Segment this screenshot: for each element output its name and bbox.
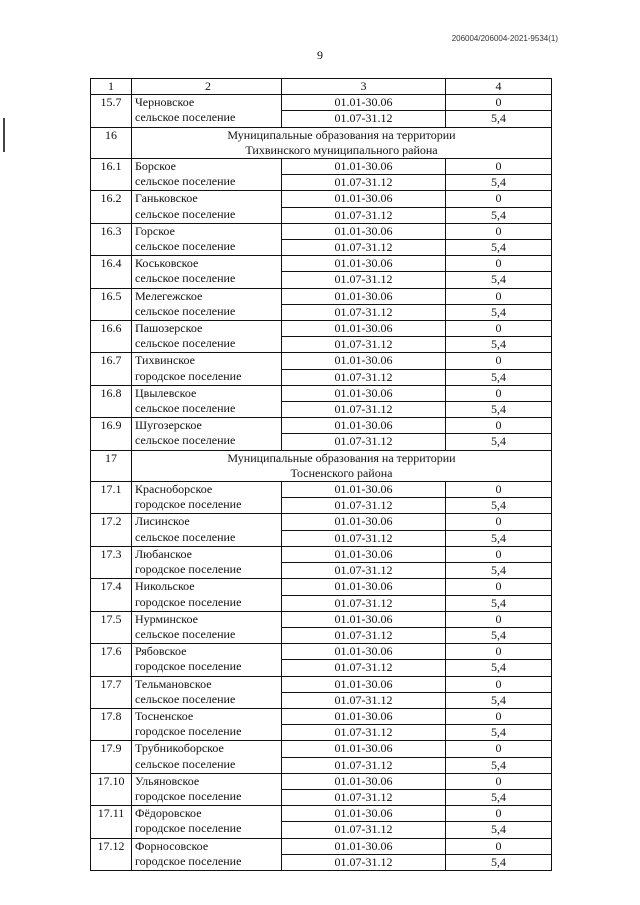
period-cell: 01.07-31.12 [282,369,446,385]
value-cell: 5,4 [446,111,552,127]
municipality-name-line: Форносовское [135,838,209,853]
period-cell: 01.07-31.12 [282,272,446,288]
municipality-name [132,579,282,611]
row-number: 16.2 [91,191,132,223]
row-number: 15.7 [91,95,132,127]
municipality-name [132,159,282,191]
period-cell: 01.07-31.12 [282,595,446,611]
table-row [91,288,552,304]
municipality-name-line: городское поселение [135,659,242,674]
period-cell: 01.01-30.06 [282,838,446,854]
value-cell: 5,4 [446,692,552,708]
group-number: 17 [91,450,132,481]
value-cell: 5,4 [446,627,552,643]
period-cell: 01.01-30.06 [282,806,446,822]
municipality-name-line: городское поселение [135,853,242,868]
municipality-name-line: Нурминское [135,611,198,626]
municipality-name-line: Трубникоборское [135,741,224,756]
municipality-name [132,514,282,546]
value-cell: 0 [446,385,552,401]
period-cell: 01.07-31.12 [282,304,446,320]
value-cell: 0 [446,95,552,111]
header-col-1: 1 [91,79,132,95]
municipality-name-line: сельское поселение [135,691,236,706]
period-cell: 01.01-30.06 [282,159,446,175]
municipality-name-line: сельское поселение [135,206,236,221]
row-number: 17.5 [91,611,132,643]
municipality-name [132,385,282,417]
municipality-name-line: Любанское [135,546,192,561]
value-cell: 5,4 [446,530,552,546]
period-cell: 01.01-30.06 [282,288,446,304]
municipality-name-line: городское поселение [135,724,242,739]
municipality-name-line: сельское поселение [135,756,236,771]
row-number: 17.9 [91,741,132,773]
municipality-name-line: сельское поселение [135,271,236,286]
row-number: 16.9 [91,418,132,450]
period-cell: 01.01-30.06 [282,191,446,207]
table-header-row [91,79,552,95]
period-cell: 01.07-31.12 [282,402,446,418]
municipality-name [132,741,282,773]
municipality-name-line: сельское поселение [135,401,236,416]
municipality-name-line: Лисинское [135,514,190,529]
municipality-name [132,806,282,838]
group-title [132,450,552,481]
period-cell: 01.01-30.06 [282,741,446,757]
period-cell: 01.07-31.12 [282,530,446,546]
period-cell: 01.07-31.12 [282,111,446,127]
row-number: 17.2 [91,514,132,546]
table-row [91,741,552,757]
municipality-name [132,676,282,708]
municipality-name-line: городское поселение [135,821,242,836]
period-cell: 01.01-30.06 [282,418,446,434]
municipality-name-line: Рябовское [135,644,187,659]
municipality-name [132,773,282,805]
period-cell: 01.07-31.12 [282,692,446,708]
value-cell: 0 [446,418,552,434]
value-cell: 5,4 [446,854,552,870]
table-row [91,159,552,175]
table-row [91,546,552,562]
period-cell: 01.01-30.06 [282,482,446,498]
margin-mark [3,118,5,152]
period-cell: 01.01-30.06 [282,321,446,337]
value-cell: 5,4 [446,498,552,514]
municipality-name [132,256,282,288]
value-cell: 0 [446,514,552,530]
tariff-table [90,78,552,871]
municipality-name-line: Ульяновское [135,773,200,788]
group-header-row [91,450,552,481]
municipality-name-line: Никольское [135,579,195,594]
group-title-line: Тосненского района [290,465,393,480]
value-cell: 5,4 [446,563,552,579]
row-number: 16.5 [91,288,132,320]
value-cell: 0 [446,806,552,822]
period-cell: 01.01-30.06 [282,223,446,239]
table-row [91,191,552,207]
table-row [91,773,552,789]
value-cell: 5,4 [446,402,552,418]
group-title [132,127,552,158]
period-cell: 01.07-31.12 [282,854,446,870]
row-number: 17.12 [91,838,132,870]
group-header-row [91,127,552,158]
group-title-line: Тихвинского муниципального района [245,142,438,157]
municipality-name-line: сельское поселение [135,239,236,254]
municipality-name-line: Фёдоровское [135,806,202,821]
value-cell: 5,4 [446,789,552,805]
municipality-name-line: сельское поселение [135,174,236,189]
municipality-name [132,95,282,127]
municipality-name-line: Цвылевское [135,385,197,400]
period-cell: 01.01-30.06 [282,385,446,401]
municipality-name [132,482,282,514]
header-col-2: 2 [132,79,282,95]
value-cell: 0 [446,191,552,207]
municipality-name-line: Борское [135,159,176,174]
value-cell: 0 [446,546,552,562]
table-row [91,353,552,369]
value-cell: 0 [446,159,552,175]
period-cell: 01.07-31.12 [282,725,446,741]
value-cell: 5,4 [446,822,552,838]
header-col-3: 3 [282,79,446,95]
row-number: 16.8 [91,385,132,417]
municipality-name [132,708,282,740]
period-cell: 01.07-31.12 [282,660,446,676]
municipality-name-line: Шугозерское [135,418,202,433]
municipality-name-line: Красноборское [135,482,213,497]
table-row [91,611,552,627]
group-number: 16 [91,127,132,158]
value-cell: 0 [446,321,552,337]
municipality-name-line: городское поселение [135,562,242,577]
period-cell: 01.01-30.06 [282,773,446,789]
municipality-name [132,838,282,870]
value-cell: 0 [446,288,552,304]
row-number: 17.6 [91,644,132,676]
value-cell: 5,4 [446,240,552,256]
table-row [91,385,552,401]
municipality-name [132,223,282,255]
row-number: 16.7 [91,353,132,385]
municipality-name-line: городское поселение [135,368,242,383]
period-cell: 01.07-31.12 [282,822,446,838]
row-number: 16.4 [91,256,132,288]
period-cell: 01.07-31.12 [282,498,446,514]
period-cell: 01.01-30.06 [282,546,446,562]
value-cell: 0 [446,256,552,272]
municipality-name-line: сельское поселение [135,626,236,641]
period-cell: 01.01-30.06 [282,353,446,369]
municipality-name-line: сельское поселение [135,110,236,125]
period-cell: 01.07-31.12 [282,627,446,643]
table-row [91,223,552,239]
municipality-name-line: Тихвинское [135,353,195,368]
municipality-name-line: городское поселение [135,788,242,803]
value-cell: 5,4 [446,369,552,385]
value-cell: 0 [446,838,552,854]
municipality-name [132,546,282,578]
period-cell: 01.01-30.06 [282,611,446,627]
table-row [91,676,552,692]
period-cell: 01.07-31.12 [282,337,446,353]
value-cell: 0 [446,773,552,789]
municipality-name [132,191,282,223]
municipality-name-line: Тельмановское [135,676,212,691]
table-row [91,321,552,337]
table-row [91,482,552,498]
value-cell: 0 [446,579,552,595]
municipality-name-line: городское поселение [135,594,242,609]
value-cell: 5,4 [446,272,552,288]
row-number: 17.10 [91,773,132,805]
value-cell: 0 [446,611,552,627]
header-col-4: 4 [446,79,552,95]
row-number: 17.4 [91,579,132,611]
municipality-name-line: сельское поселение [135,529,236,544]
value-cell: 5,4 [446,757,552,773]
municipality-name-line: Горское [135,223,175,238]
value-cell: 0 [446,223,552,239]
period-cell: 01.01-30.06 [282,579,446,595]
municipality-name-line: Мелегежское [135,288,203,303]
period-cell: 01.01-30.06 [282,708,446,724]
page-number: 9 [317,48,323,62]
municipality-name-line: Черновское [135,95,195,110]
table-row [91,644,552,660]
value-cell: 5,4 [446,660,552,676]
municipality-name [132,644,282,676]
municipality-name-line: Ганьковское [135,191,198,206]
value-cell: 5,4 [446,595,552,611]
municipality-name [132,353,282,385]
row-number: 17.8 [91,708,132,740]
row-number: 16.6 [91,321,132,353]
period-cell: 01.01-30.06 [282,256,446,272]
value-cell: 0 [446,741,552,757]
value-cell: 5,4 [446,434,552,450]
period-cell: 01.01-30.06 [282,676,446,692]
value-cell: 5,4 [446,725,552,741]
table-row [91,708,552,724]
period-cell: 01.01-30.06 [282,95,446,111]
row-number: 17.1 [91,482,132,514]
period-cell: 01.07-31.12 [282,757,446,773]
municipality-name [132,288,282,320]
municipality-name [132,418,282,450]
period-cell: 01.07-31.12 [282,563,446,579]
value-cell: 5,4 [446,337,552,353]
municipality-name-line: сельское поселение [135,303,236,318]
municipality-name [132,611,282,643]
period-cell: 01.07-31.12 [282,207,446,223]
municipality-name-line: городское поселение [135,497,242,512]
period-cell: 01.01-30.06 [282,644,446,660]
group-title-line: Муниципальные образования на территории [227,450,456,465]
period-cell: 01.07-31.12 [282,434,446,450]
row-number: 17.7 [91,676,132,708]
municipality-name-line: Тосненское [135,708,194,723]
row-number: 16.3 [91,223,132,255]
value-cell: 5,4 [446,304,552,320]
value-cell: 0 [446,482,552,498]
period-cell: 01.07-31.12 [282,789,446,805]
value-cell: 5,4 [446,175,552,191]
value-cell: 0 [446,708,552,724]
municipality-name-line: сельское поселение [135,433,236,448]
value-cell: 0 [446,353,552,369]
table-row [91,838,552,854]
group-title-line: Муниципальные образования на территории [227,127,456,142]
table-row [91,806,552,822]
row-number: 17.11 [91,806,132,838]
value-cell: 0 [446,644,552,660]
municipality-name-line: сельское поселение [135,336,236,351]
period-cell: 01.07-31.12 [282,240,446,256]
table-row [91,256,552,272]
document-id: 206004/206004-2021-9534(1) [451,34,558,43]
table-row [91,514,552,530]
table-row [91,95,552,111]
table-row [91,418,552,434]
table-body [91,95,552,871]
value-cell: 0 [446,676,552,692]
row-number: 17.3 [91,546,132,578]
period-cell: 01.01-30.06 [282,514,446,530]
municipality-name-line: Коськовское [135,256,199,271]
value-cell: 5,4 [446,207,552,223]
period-cell: 01.07-31.12 [282,175,446,191]
municipality-name [132,321,282,353]
row-number: 16.1 [91,159,132,191]
table-row [91,579,552,595]
municipality-name-line: Пашозерское [135,321,203,336]
